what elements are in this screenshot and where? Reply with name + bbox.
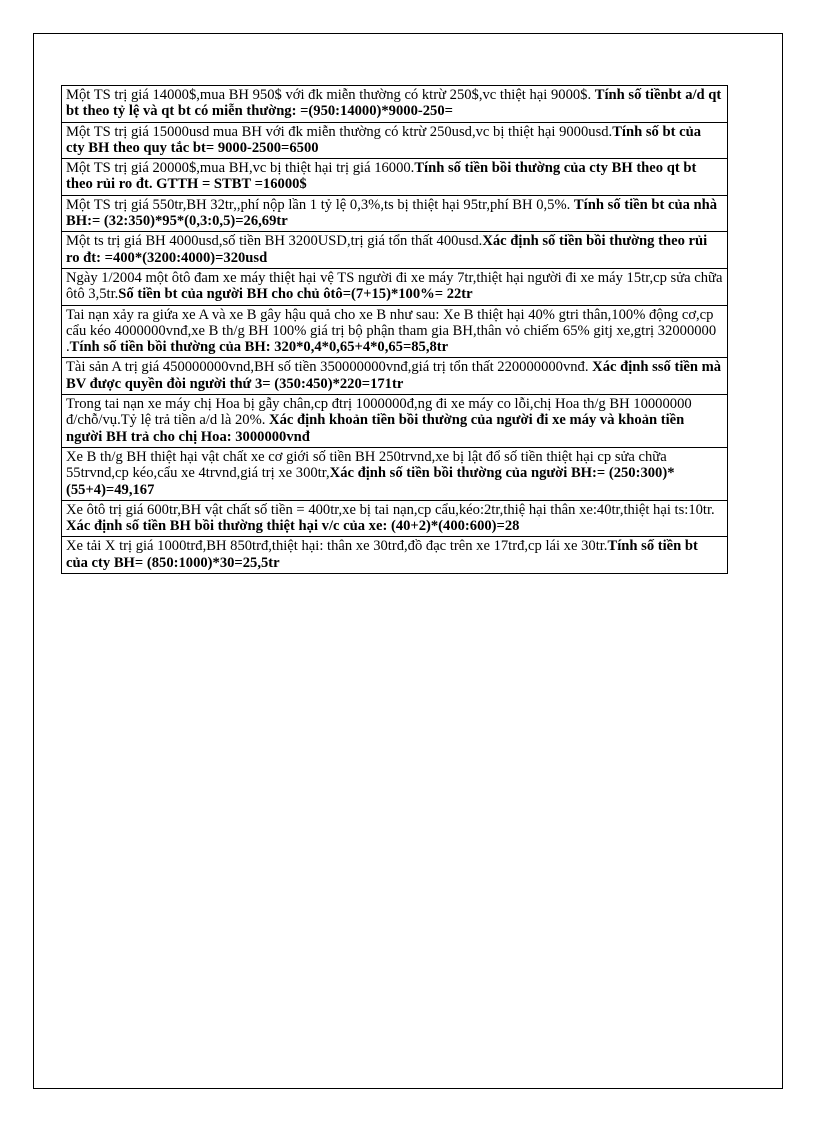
problem-row: [62, 395, 728, 448]
problem-answer: Tính số tiền bồi thường của cty BH theo qt bt theo rủi ro đt. GTTH = STBT =16000$: [66, 160, 697, 193]
problem-cell: [62, 232, 728, 269]
problem-answer: Xác định số tiền BH bồi thường thiệt hại v/c của xe: (40+2)*(400:600)=28: [66, 518, 520, 535]
problem-question: Xe B th/g BH thiệt hại vật chất xe cơ giới số tiền BH 250trvnd,xe bị lật đổ số tiền thiệt hại cp sửa chữa 55trvnd,cp kéo,cẩu xe 4trvnd,giá trị xe 300tr,: [66, 448, 667, 482]
problem-answer: Số tiền bt của người BH cho chủ ôtô=(7+15)*100%= 22tr: [118, 286, 473, 303]
problem-row: [62, 305, 728, 358]
problem-cell: [62, 268, 728, 305]
problem-row: [62, 358, 728, 395]
problem-cell: [62, 500, 728, 537]
problem-question: Xe ôtô trị giá 600tr,BH vật chất số tiền = 400tr,xe bị tai nạn,cp cẩu,kéo:2tr,thiệ hại thân xe:40tr,thiệt hại ts:10tr.: [66, 501, 715, 518]
problem-answer: Xác định ssố tiền mà BV được quyền đòi người thứ 3= (350:450)*220=171tr: [66, 359, 722, 392]
problem-cell: [62, 305, 728, 358]
problem-question: Ngày 1/2004 một ôtô đam xe máy thiệt hại vệ TS người đi xe máy 7tr,thiệt hại người đi xe máy 15tr,cp sửa chữa ôtô 3,5tr.: [66, 269, 723, 303]
problem-answer: Tính số tiềnbt a/d qt bt theo tỷ lệ và qt bt có miễn thường: =(950:14000)*9000-250=: [66, 87, 722, 120]
problem-answer: Xác định khoản tiền bồi thường của người đi xe máy và khoản tiền người BH trả cho chị Hoa: 3000000vnđ: [66, 412, 685, 445]
problem-question: Tài sản A trị giá 450000000vnd,BH số tiền 350000000vnđ,giá trị tổn thất 220000000vnđ.: [66, 359, 593, 376]
problems-table: [61, 85, 728, 574]
problem-question: Một TS trị giá 15000usd mua BH với đk miễn thường có ktrừ 250usd,vc bị thiệt hại 9000usd.: [66, 123, 613, 140]
problem-cell: [62, 122, 728, 159]
problem-question: Một TS trị giá 550tr,BH 32tr,,phí nộp lần 1 tỷ lệ 0,3%,ts bị thiệt hại 95tr,phí BH 0,5%.: [66, 196, 574, 213]
problem-answer: Xác định số tiền bồi thường của người BH:= (250:300)*(55+4)=49,167: [66, 465, 675, 498]
problem-question: Một TS trị giá 14000$,mua BH 950$ với đk miễn thường có ktrừ 250$,vc thiệt hại 9000$.: [66, 87, 595, 103]
problem-question: Trong tai nạn xe máy chị Hoa bị gẫy chân,cp đtrị 1000000đ,ng đi xe máy co lỗi,chị Hoa th/g BH 10000000 đ/chỗ/vụ.Tỷ lệ trả tiền a/d là 20%.: [66, 396, 692, 429]
problem-row: [62, 537, 728, 574]
problem-row: [62, 195, 728, 232]
problem-answer: Xác định số tiền bồi thường theo rủi ro đt: =400*(3200:4000)=320usd: [66, 233, 708, 266]
problem-row: [62, 122, 728, 159]
problem-cell: [62, 447, 728, 500]
problem-cell: [62, 195, 728, 232]
problem-row: [62, 500, 728, 537]
problem-row: [62, 159, 728, 196]
problem-answer: Tính số tiền bồi thường của BH: 320*0,4*0,65+4*0,65=85,8tr: [69, 339, 449, 356]
problem-cell: [62, 159, 728, 196]
problem-cell: [62, 358, 728, 395]
problem-answer: Tính số bt của cty BH theo quy tắc bt= 9000-2500=6500: [66, 123, 702, 156]
problem-row: [62, 232, 728, 269]
problem-question: Một ts trị giá BH 4000usd,số tiền BH 3200USD,trị giá tổn thất 400usd.: [66, 233, 483, 250]
problem-answer: Tính số tiền bt của nhà BH:= (32:350)*95*(0,3:0,5)=26,69tr: [66, 196, 718, 230]
problem-cell: [62, 86, 728, 123]
problem-cell: [62, 395, 728, 448]
problem-row: [62, 86, 728, 123]
problem-question: Tai nạn xảy ra giứa xe A và xe B gây hậu quả cho xe B như sau: Xe B thiệt hại 40% gtri thân,100% động cơ,cp cẩu kéo 4000000vnđ,xe B th/g BH 100% giá trị bộ phận tham gia BH,thân vỏ chiếm 65% gitj xe,gtrị 32000000 .: [66, 306, 717, 356]
problem-row: [62, 268, 728, 305]
problem-cell: [62, 537, 728, 574]
problem-question: Một TS trị giá 20000$,mua BH,vc bị thiệt hại trị giá 16000.: [66, 160, 415, 177]
problem-answer: Tính số tiền bt của cty BH= (850:1000)*30=25,5tr: [66, 538, 698, 571]
problem-question: Xe tải X trị giá 1000trđ,BH 850trđ,thiệt hại: thân xe 30trđ,đồ đạc trên xe 17trđ,cp lái xe 30tr.: [66, 538, 608, 555]
problem-row: [62, 447, 728, 500]
